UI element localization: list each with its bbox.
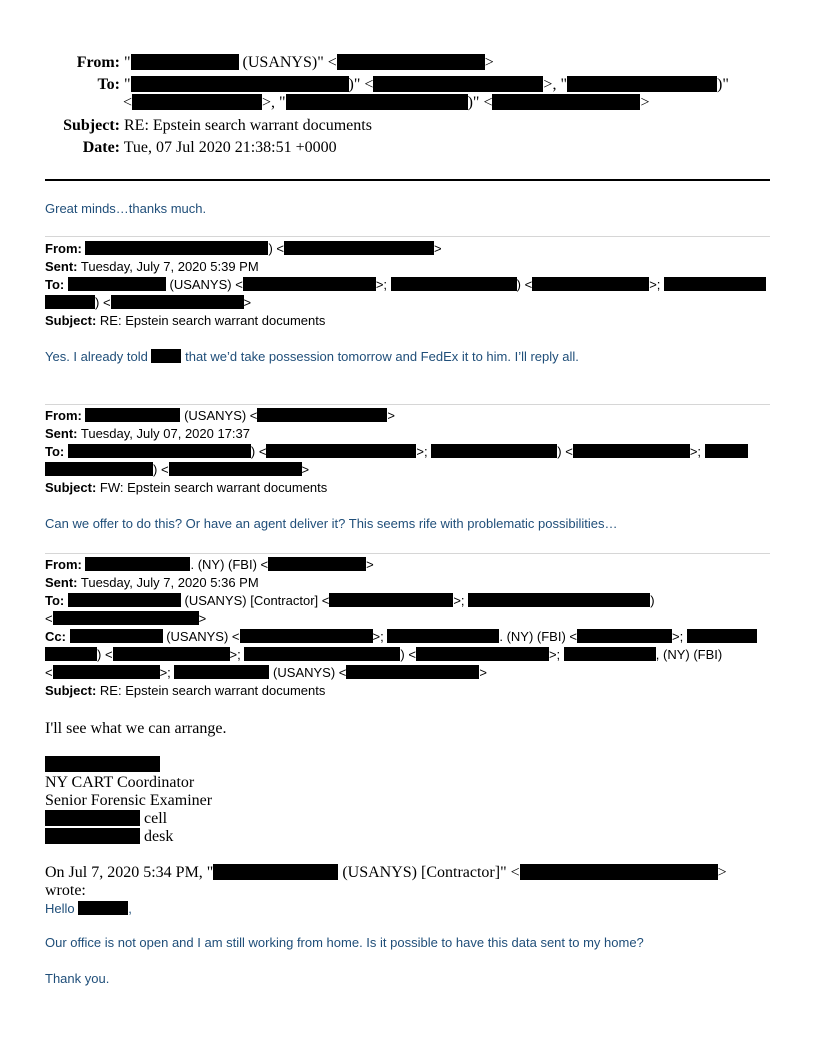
msg1-sent-row: Sent: Tuesday, July 7, 2020 5:39 PM [45,259,259,274]
redaction-box [111,295,244,309]
redaction-box [346,665,479,679]
reply-text: Great minds…thanks much. [45,201,207,216]
redaction-box [286,94,468,110]
redaction-box [266,444,416,458]
redaction-box [45,828,140,844]
redaction-box [257,408,387,422]
msg2-to-row: To: ) < >; ) < >; [45,443,748,461]
msg2-subject-row: Subject: FW: Epstein search warrant documents [45,480,328,495]
signature-cell-row: cell [45,810,167,828]
header-to-row: To: " )" < >, " )" [45,75,729,95]
redaction-box [468,593,650,607]
redaction-box [169,462,302,476]
redaction-box [45,647,97,661]
redaction-box [577,629,672,643]
message-divider [45,404,770,405]
redaction-box [68,277,166,291]
msg4-body: Our office is not open and I am still working from home. Is it possible to have this data sent to my home? [45,935,644,950]
redaction-box [373,76,543,92]
redaction-box [567,76,717,92]
message-divider [45,553,770,554]
redaction-box [53,665,160,679]
redaction-box [520,864,718,880]
msg1-subject-row: Subject: RE: Epstein search warrant documents [45,313,326,328]
msg4-hello: Hello , [45,901,132,916]
msg2-sent-row: Sent: Tuesday, July 07, 2020 17:37 [45,426,251,441]
msg3-to-row-2: < > [45,611,207,626]
msg4-thanks: Thank you. [45,971,110,986]
redaction-box [240,629,373,643]
header-to-row-2: < >, " )" < > [123,94,650,111]
msg2-body: Can we offer to do this? Or have an agent deliver it? This seems rife with problematic possibilities… [45,516,618,531]
header-from-row: From: " (USANYS)" < > [45,53,494,73]
redaction-box [329,593,453,607]
header-divider [45,179,770,181]
msg3-body: I'll see what we can arrange. [45,720,227,737]
redaction-box [268,557,366,571]
msg2-to-row-2: ) < > [45,461,309,479]
redaction-box [78,901,128,915]
redaction-box [53,611,199,625]
msg4-wrote: wrote: [45,882,86,899]
redaction-box [244,647,400,661]
header-date-label: Date: [82,139,120,156]
redaction-box [113,647,230,661]
redaction-box [492,94,640,110]
msg1-to-row: To: (USANYS) < >; ) < >; [45,276,766,294]
redaction-box [68,444,251,458]
header-from-label: From: [76,54,120,71]
redaction-box [45,295,95,309]
redaction-box [85,241,268,255]
redaction-box [284,241,434,255]
msg2-from-row: From: (USANYS) < > [45,408,395,423]
signature-desk-row: desk [45,828,173,846]
msg3-subject-row: Subject: RE: Epstein search warrant documents [45,683,326,698]
redaction-box [174,665,269,679]
redaction-box [132,94,262,110]
msg1-from-row: From: ) < > [45,241,442,256]
redaction-box [45,462,153,476]
signature-subtitle: Senior Forensic Examiner [45,792,213,809]
redaction-box [151,349,181,363]
msg3-sent-row: Sent: Tuesday, July 7, 2020 5:36 PM [45,575,259,590]
redaction-box [45,810,140,826]
header-date-row [45,138,337,158]
msg1-body: Yes. I already told that we’d take possession tomorrow and FedEx it to him. I’ll reply all. [45,349,579,364]
msg4-on-row: On Jul 7, 2020 5:34 PM, " (USANYS) [Contractor]" < > [45,864,727,881]
header-date: Tue, 07 Jul 2020 21:38:51 +0000 [123,139,337,156]
redaction-box [387,629,499,643]
header-subject-label: Subject: [63,117,120,134]
header-subject: RE: Epstein search warrant documents [124,117,372,134]
msg3-cc-row-3: < >; (USANYS) < > [45,665,487,680]
redaction-box [131,76,349,92]
redaction-box [431,444,557,458]
msg3-from-row: From: . (NY) (FBI) < > [45,557,374,572]
redaction-box [573,444,690,458]
redaction-box [337,54,485,70]
msg3-cc-row-2: ) < >; ) < >; , (NY) (FBI) [45,646,722,664]
redaction-box [85,408,180,422]
redaction-box [564,647,656,661]
header-subject-row [45,116,372,136]
redaction-box [213,864,338,880]
msg1-to-row-2: ) < > [45,294,251,312]
msg3-to-row: To: (USANYS) [Contractor] < >; ) [45,593,655,608]
redaction-box [68,593,181,607]
signature-name-redaction [45,756,160,772]
redaction-box [131,54,239,70]
redaction-box [687,629,757,643]
redaction-box [416,647,549,661]
redaction-box [243,277,376,291]
signature-title: NY CART Coordinator [45,774,195,791]
header-to-label: To: [97,76,120,93]
redaction-box [85,557,190,571]
redaction-box [705,444,748,458]
msg3-cc-row: Cc: (USANYS) < >; . (NY) (FBI) < >; [45,628,757,646]
redaction-box [391,277,517,291]
redaction-box [532,277,649,291]
message-divider [45,236,770,237]
redaction-box [664,277,766,291]
redaction-box [70,629,163,643]
